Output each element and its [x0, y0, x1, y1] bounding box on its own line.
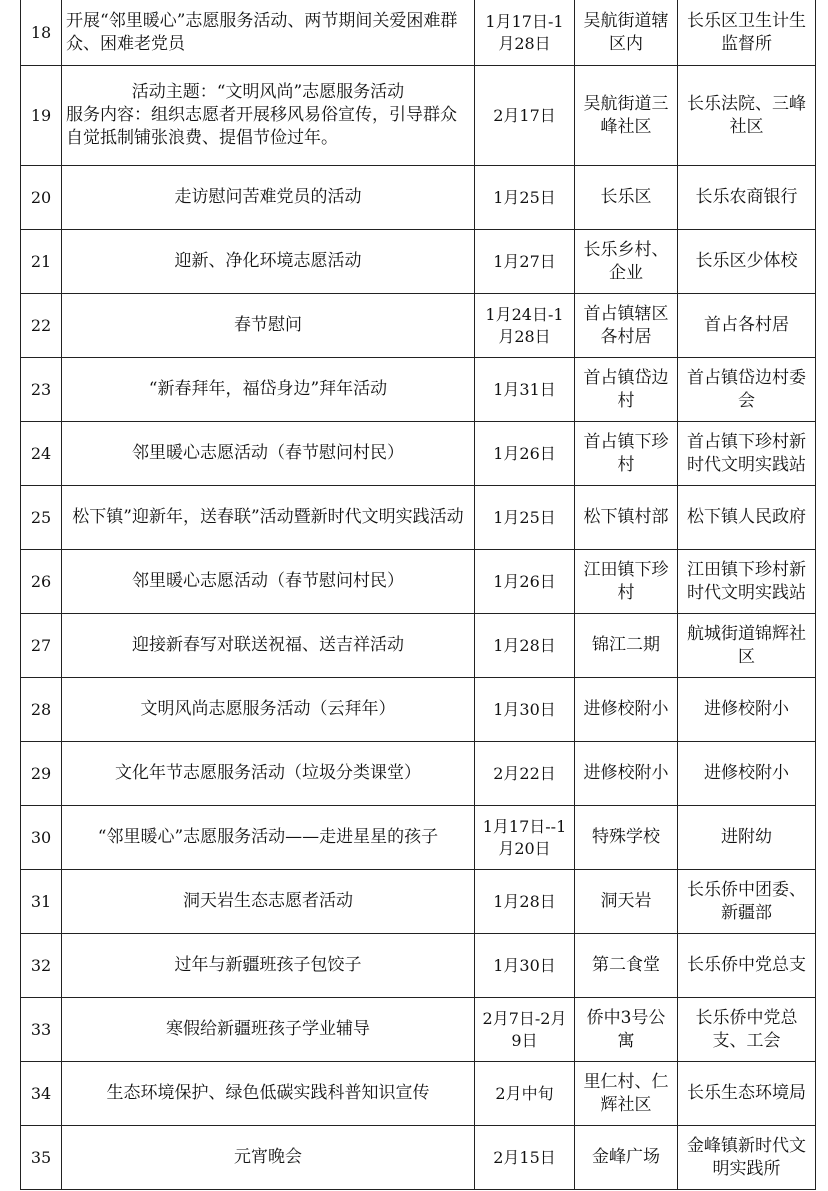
organizer-cell: 长乐区卫生计生监督所 — [678, 0, 816, 66]
date-cell: 1月28日 — [475, 614, 575, 678]
date-cell: 1月25日 — [475, 166, 575, 230]
table-row — [21, 614, 816, 678]
activity-content-line: 服务内容：组织志愿者开展移风易俗宣传，引导群众自觉抵制铺张浪费、提倡节俭过年。 — [66, 105, 457, 148]
location-cell: 松下镇村部 — [575, 486, 678, 550]
table-row — [21, 230, 816, 294]
location-cell: 里仁村、仁辉社区 — [575, 1062, 678, 1126]
row-number: 28 — [21, 678, 62, 742]
date-cell: 1月27日 — [475, 230, 575, 294]
organizer-cell: 长乐生态环境局 — [678, 1062, 816, 1126]
organizer-cell: 航城街道锦辉社区 — [678, 614, 816, 678]
activity-cell: 迎接新春写对联送祝福、送吉祥活动 — [62, 614, 475, 678]
row-number: 34 — [21, 1062, 62, 1126]
organizer-cell: 进附幼 — [678, 806, 816, 870]
date-cell: 2月7日-2月9日 — [475, 998, 575, 1062]
table-row — [21, 998, 816, 1062]
table-row — [21, 678, 816, 742]
row-number: 25 — [21, 486, 62, 550]
activity-cell: 迎新、净化环境志愿活动 — [62, 230, 475, 294]
activity-cell: 文明风尚志愿服务活动（云拜年） — [62, 678, 475, 742]
activity-cell: 走访慰问苦难党员的活动 — [62, 166, 475, 230]
row-number: 31 — [21, 870, 62, 934]
date-cell: 1月17日-1月28日 — [475, 0, 575, 66]
location-cell: 首占镇辖区各村居 — [575, 294, 678, 358]
location-cell: 侨中3号公寓 — [575, 998, 678, 1062]
location-cell: 洞天岩 — [575, 870, 678, 934]
organizer-cell: 长乐侨中团委、新疆部 — [678, 870, 816, 934]
location-cell: 长乐乡村、企业 — [575, 230, 678, 294]
location-cell: 江田镇下珍村 — [575, 550, 678, 614]
table-row — [21, 486, 816, 550]
table-row — [21, 422, 816, 486]
activity-cell — [62, 66, 475, 166]
organizer-cell: 长乐侨中党总支 — [678, 934, 816, 998]
organizer-cell: 金峰镇新时代文明实践所 — [678, 1126, 816, 1190]
date-cell: 1月24日-1月28日 — [475, 294, 575, 358]
date-cell: 1月26日 — [475, 550, 575, 614]
date-cell: 1月30日 — [475, 678, 575, 742]
location-cell: 吴航街道辖区内 — [575, 0, 678, 66]
row-number: 18 — [21, 0, 62, 66]
table-row — [21, 0, 816, 66]
row-number: 19 — [21, 66, 62, 166]
organizer-cell: 长乐侨中党总支、工会 — [678, 998, 816, 1062]
activity-cell: 过年与新疆班孩子包饺子 — [62, 934, 475, 998]
date-cell: 2月17日 — [475, 66, 575, 166]
table-row — [21, 870, 816, 934]
location-cell: 首占镇下珍村 — [575, 422, 678, 486]
location-cell: 吴航街道三峰社区 — [575, 66, 678, 166]
activity-cell: 寒假给新疆班孩子学业辅导 — [62, 998, 475, 1062]
row-number: 24 — [21, 422, 62, 486]
table-row — [21, 1126, 816, 1190]
row-number: 22 — [21, 294, 62, 358]
date-cell: 2月15日 — [475, 1126, 575, 1190]
organizer-cell: 首占各村居 — [678, 294, 816, 358]
location-cell: 进修校附小 — [575, 742, 678, 806]
organizer-cell: 首占镇下珍村新时代文明实践站 — [678, 422, 816, 486]
date-cell: 1月30日 — [475, 934, 575, 998]
organizer-cell: 松下镇人民政府 — [678, 486, 816, 550]
activity-cell: 元宵晚会 — [62, 1126, 475, 1190]
table-row — [21, 742, 816, 806]
row-number: 29 — [21, 742, 62, 806]
activity-cell: “新春拜年，福岱身边”拜年活动 — [62, 358, 475, 422]
date-cell: 1月26日 — [475, 422, 575, 486]
activity-cell: 生态环境保护、绿色低碳实践科普知识宣传 — [62, 1062, 475, 1126]
date-cell: 2月中旬 — [475, 1062, 575, 1126]
organizer-cell: 进修校附小 — [678, 678, 816, 742]
activity-table-body — [21, 0, 816, 1190]
row-number: 26 — [21, 550, 62, 614]
row-number: 33 — [21, 998, 62, 1062]
table-row — [21, 550, 816, 614]
activity-cell: 邻里暖心志愿活动（春节慰问村民） — [62, 550, 475, 614]
date-cell: 1月31日 — [475, 358, 575, 422]
organizer-cell: 进修校附小 — [678, 742, 816, 806]
organizer-cell: 长乐区少体校 — [678, 230, 816, 294]
activity-cell: “邻里暖心”志愿服务活动——走进星星的孩子 — [62, 806, 475, 870]
row-number: 27 — [21, 614, 62, 678]
location-cell: 锦江二期 — [575, 614, 678, 678]
table-row — [21, 806, 816, 870]
organizer-cell: 长乐农商银行 — [678, 166, 816, 230]
date-cell: 1月28日 — [475, 870, 575, 934]
activity-cell: 洞天岩生态志愿者活动 — [62, 870, 475, 934]
activity-theme-line: 活动主题：“文明风尚”志愿服务活动 — [131, 82, 405, 102]
row-number: 30 — [21, 806, 62, 870]
activity-table — [20, 0, 816, 1190]
location-cell: 长乐区 — [575, 166, 678, 230]
activity-cell: 开展“邻里暖心”志愿服务活动、两节期间关爱困难群众、困难老党员 — [62, 0, 475, 66]
row-number: 35 — [21, 1126, 62, 1190]
organizer-cell: 江田镇下珍村新时代文明实践站 — [678, 550, 816, 614]
activity-cell: 松下镇”迎新年，送春联”活动暨新时代文明实践活动 — [62, 486, 475, 550]
organizer-cell: 首占镇岱边村委会 — [678, 358, 816, 422]
activity-cell: 春节慰问 — [62, 294, 475, 358]
location-cell: 特殊学校 — [575, 806, 678, 870]
activity-cell: 邻里暖心志愿活动（春节慰问村民） — [62, 422, 475, 486]
table-row — [21, 166, 816, 230]
table-row — [21, 1062, 816, 1126]
table-row — [21, 358, 816, 422]
row-number: 23 — [21, 358, 62, 422]
date-cell: 1月25日 — [475, 486, 575, 550]
row-number: 20 — [21, 166, 62, 230]
date-cell: 1月17日--1月20日 — [475, 806, 575, 870]
location-cell: 进修校附小 — [575, 678, 678, 742]
location-cell: 金峰广场 — [575, 1126, 678, 1190]
row-number: 32 — [21, 934, 62, 998]
location-cell: 第二食堂 — [575, 934, 678, 998]
table-row — [21, 66, 816, 166]
table-row — [21, 934, 816, 998]
location-cell: 首占镇岱边村 — [575, 358, 678, 422]
organizer-cell: 长乐法院、三峰社区 — [678, 66, 816, 166]
date-cell: 2月22日 — [475, 742, 575, 806]
activity-cell: 文化年节志愿服务活动（垃圾分类课堂） — [62, 742, 475, 806]
row-number: 21 — [21, 230, 62, 294]
table-row — [21, 294, 816, 358]
